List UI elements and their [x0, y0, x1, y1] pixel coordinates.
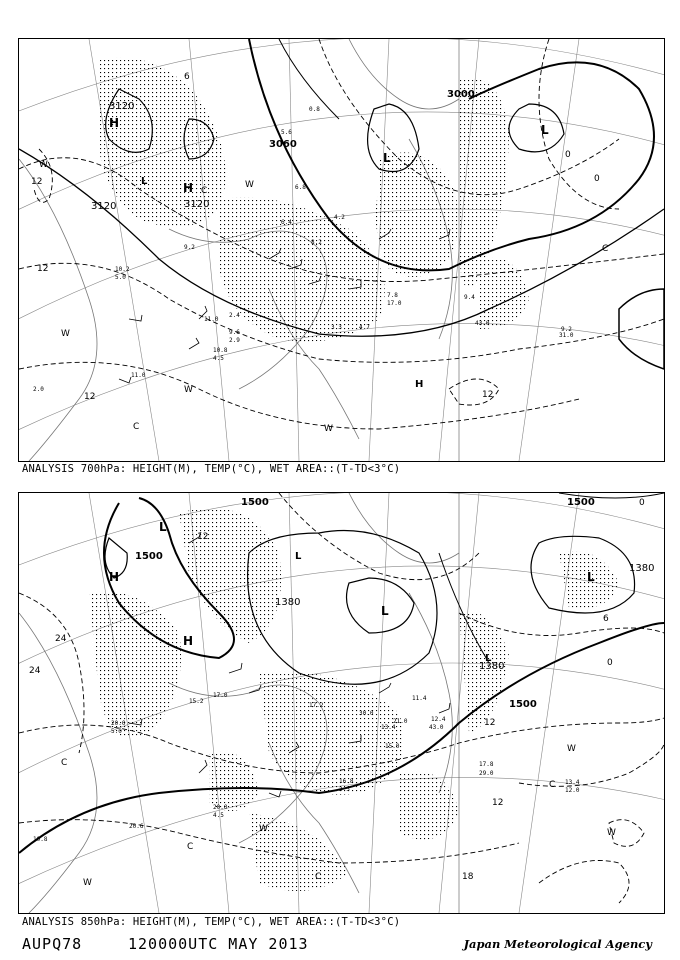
low-pressure-center: L — [159, 520, 167, 534]
isotherm-label: W — [83, 878, 92, 888]
caption-700hpa: ANALYSIS 700hPa: HEIGHT(M), TEMP(°C), WET AREA::(T-TD<3°C) — [22, 463, 401, 475]
station-value: 9.6 — [229, 329, 240, 336]
high-pressure-center: H — [109, 570, 120, 584]
valid-time: 120000UTC MAY 2013 — [128, 935, 309, 953]
isotherm-label: 6 — [603, 614, 609, 624]
isotherm-label: W — [324, 424, 333, 434]
station-value: 20.0 — [111, 720, 126, 727]
station-value: 9.2 — [561, 326, 572, 333]
station-value: 17.0 — [387, 300, 402, 307]
contour-label: 3120 — [91, 201, 117, 212]
station-value: 31.0 — [559, 332, 574, 339]
contour-label: 1380 — [275, 597, 301, 608]
station-value: 6.8 — [295, 184, 306, 191]
caption-850hpa: ANALYSIS 850hPa: HEIGHT(M), TEMP(°C), WET AREA::(T-TD<3°C) — [22, 916, 401, 928]
isotherm-label: 0 — [594, 174, 600, 184]
contour-label: 1500 — [135, 551, 163, 562]
isotherm-label: 12 — [37, 264, 49, 274]
station-value: 17.0 — [213, 692, 228, 699]
low-pressure-center: L — [541, 123, 549, 137]
isotherm-label: C — [61, 758, 68, 768]
station-value: 2.5 — [339, 786, 350, 793]
station-value: 10.8 — [33, 836, 48, 843]
map-700hpa — [19, 39, 664, 461]
contour-label: 1500 — [567, 497, 595, 508]
isotherm-label: W — [184, 385, 193, 395]
isotherm-label: 18 — [462, 872, 474, 882]
isotherm-label: W — [245, 180, 254, 190]
station-value: 5.6 — [281, 129, 292, 136]
station-value: 12.0 — [565, 787, 580, 794]
isotherm-label: 24 — [29, 666, 41, 676]
station-value: 16.8 — [339, 778, 354, 785]
station-value: 11.4 — [412, 695, 427, 702]
station-value: 30.0 — [359, 710, 374, 717]
station-value: 11.0 — [131, 372, 146, 379]
station-value: 10.2 — [115, 266, 130, 273]
chart-code: AUPQ78 — [22, 935, 83, 953]
station-value: 20.6 — [129, 823, 144, 830]
station-value: 15.0 — [385, 743, 400, 750]
map-panel-700hpa — [18, 38, 665, 462]
isotherm-label: 12 — [84, 392, 96, 402]
isotherm-label: 0 — [639, 498, 645, 508]
low-pressure-center: L — [587, 570, 595, 584]
high-pressure-center: H — [109, 116, 120, 130]
wet-area-stipple — [89, 508, 619, 891]
station-value: 0.8 — [309, 106, 320, 113]
isotherm-label: C — [187, 842, 194, 852]
isotherm-label: 0 — [607, 658, 613, 668]
isotherm-label: W — [259, 824, 268, 834]
contour-label: 3120 — [184, 199, 210, 210]
station-value: 13.4 — [381, 724, 396, 731]
station-value: 17.2 — [309, 702, 324, 709]
isotherm-label: 12 — [482, 390, 494, 400]
station-value: 29.0 — [479, 770, 494, 777]
station-value: 2.4 — [229, 312, 240, 319]
contour-label: 1500 — [509, 699, 537, 710]
isotherm-label: 12 — [197, 532, 209, 542]
station-value: 4.5 — [213, 355, 224, 362]
agency-name: Japan Meteorological Agency — [463, 937, 652, 951]
isotherm-label: C — [602, 244, 609, 254]
isotherm-label: C — [315, 872, 322, 882]
station-value: 9.4 — [464, 294, 475, 301]
map-850hpa — [19, 493, 664, 913]
contour-label: 1380 — [629, 563, 655, 574]
isotherm-label: W — [567, 744, 576, 754]
contour-label: 3000 — [447, 89, 475, 100]
station-value: 13.4 — [565, 779, 580, 786]
contour-label: 1500 — [241, 497, 269, 508]
high-pressure-center: H — [415, 379, 424, 390]
high-pressure-center: H — [183, 634, 194, 648]
station-value: 2.9 — [229, 337, 240, 344]
low-pressure-center: L — [383, 151, 391, 165]
low-pressure-center: L — [295, 551, 302, 562]
station-value: 43.0 — [429, 724, 444, 731]
map-panel-850hpa — [18, 492, 665, 914]
isotherm-label: C — [201, 186, 208, 196]
station-value: 2.0 — [33, 386, 44, 393]
station-value: 15.2 — [189, 698, 204, 705]
contour-label: 1380 — [479, 661, 505, 672]
pressure-systems — [109, 520, 595, 664]
station-value: 11.0 — [204, 316, 219, 323]
station-value: 5.0 — [115, 274, 126, 281]
station-value: 4.7 — [359, 324, 370, 331]
station-value: 4.5 — [213, 812, 224, 819]
station-value: 3.3 — [331, 324, 342, 331]
low-pressure-center: L — [485, 653, 492, 664]
station-value: 6.4 — [281, 219, 292, 226]
station-value: 12.4 — [431, 716, 446, 723]
isotherm-label: W — [61, 329, 70, 339]
station-value: 5.0 — [111, 728, 122, 735]
station-value: 9.2 — [184, 244, 195, 251]
low-pressure-center: L — [381, 604, 389, 618]
isotherm-label: 6 — [184, 72, 190, 82]
isotherm-label: W — [607, 828, 616, 838]
station-value: 10.8 — [213, 347, 228, 354]
station-value: 43.0 — [475, 320, 490, 327]
isotherm-label: C — [549, 780, 556, 790]
isotherm-label: W — [39, 160, 48, 170]
contour-label: 3120 — [109, 101, 135, 112]
isotherm-label: 24 — [55, 634, 67, 644]
station-value: 7.8 — [387, 292, 398, 299]
isotherm-label: C — [133, 422, 140, 432]
station-value: 20.0 — [213, 804, 228, 811]
isotherm-label: 0 — [565, 150, 571, 160]
isotherm-label: 12 — [492, 798, 504, 808]
contour-label: 3060 — [269, 139, 297, 150]
station-value: 17.8 — [479, 761, 494, 768]
isotherm-label: 12 — [31, 177, 43, 187]
low-pressure-center: L — [141, 176, 148, 187]
station-value: 21.0 — [393, 718, 408, 725]
isotherm-label: 12 — [484, 718, 496, 728]
high-pressure-center: H — [183, 181, 194, 195]
station-value: 4.2 — [334, 214, 345, 221]
station-value: 8.2 — [311, 239, 322, 246]
